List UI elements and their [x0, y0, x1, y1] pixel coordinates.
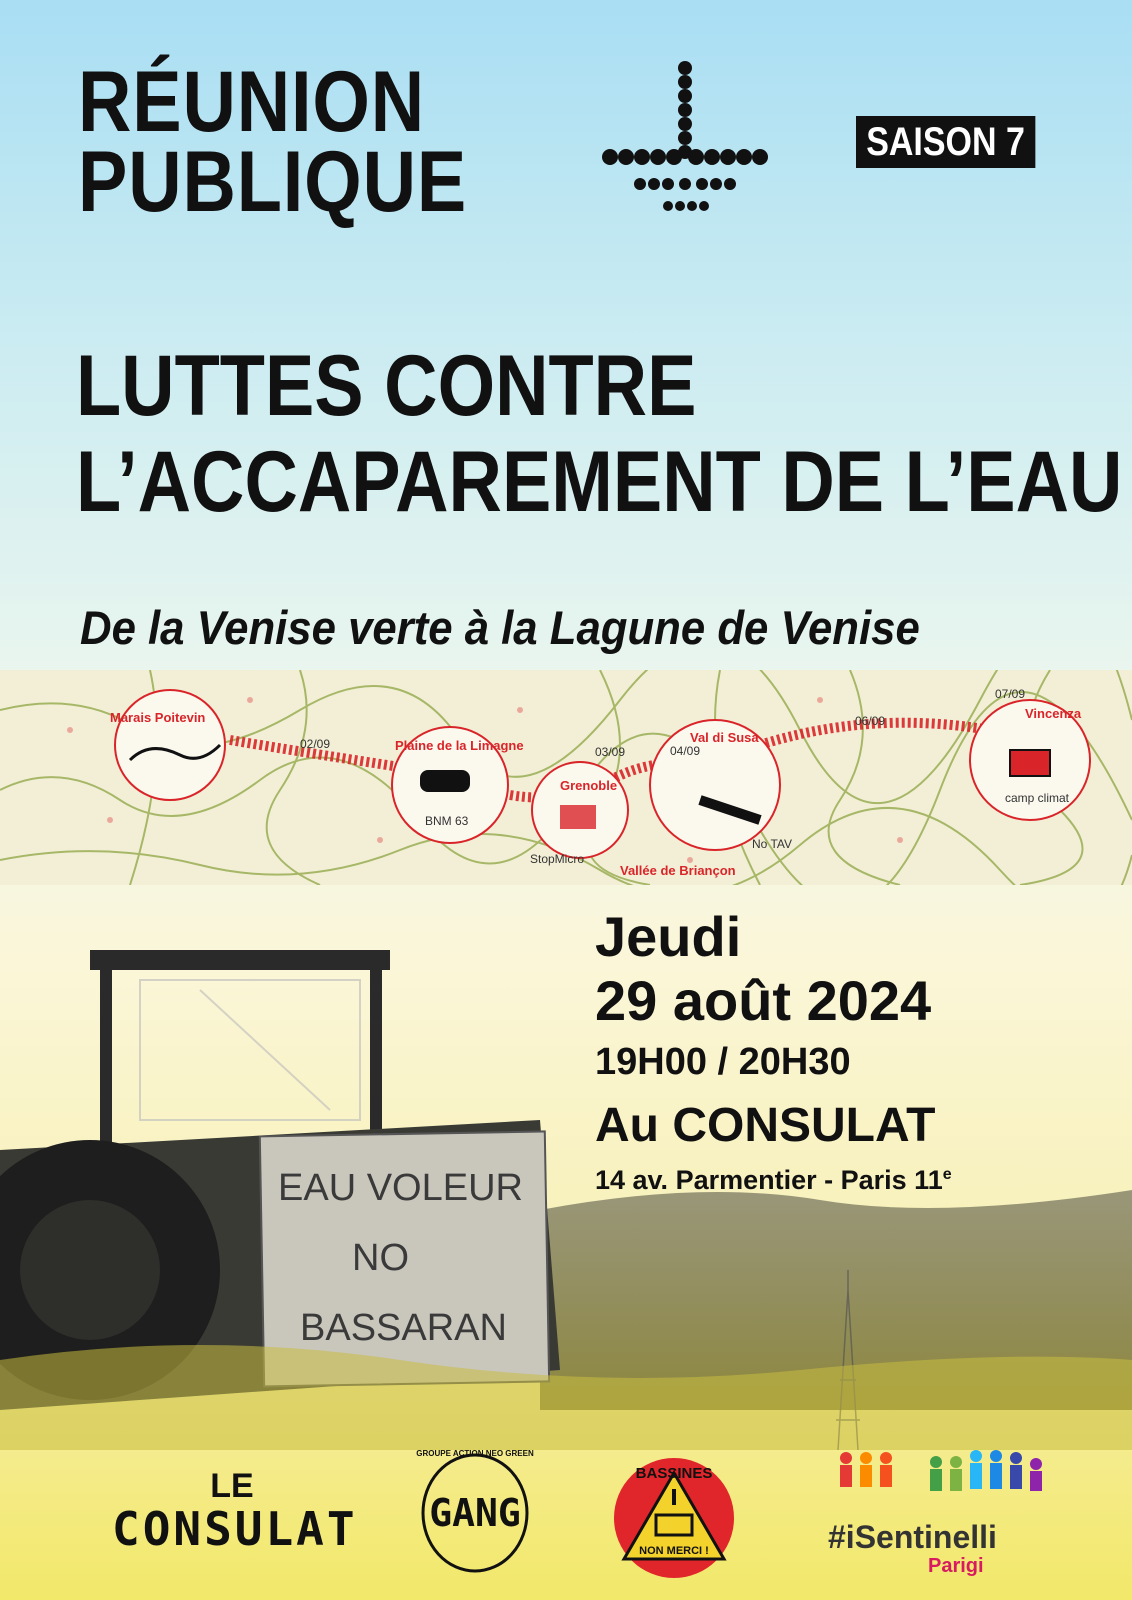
- event-info: [595, 905, 952, 1200]
- address-text: 14 av. Parmentier - Paris 11: [595, 1165, 943, 1195]
- sentinelli-city: Parigi: [928, 1555, 984, 1577]
- map-stop-limagne: Plaine de la Limagne: [395, 738, 524, 753]
- map-stop-briancon: Vallée de Briançon: [620, 863, 736, 878]
- sign-line-3: BASSARAN: [300, 1307, 507, 1349]
- map-stop-susa: Val di Susa: [690, 730, 759, 745]
- map-date-2: 03/09: [595, 745, 626, 759]
- map-stop-vincenza: Vincenza: [1025, 706, 1082, 721]
- event-venue: Au CONSULAT: [595, 1099, 936, 1152]
- map-date-5: 07/09: [995, 687, 1026, 701]
- headline-line-2: L’ACCAPAREMENT DE L’EAU: [76, 434, 1123, 530]
- tractor-photo: [0, 890, 1132, 1450]
- map-label-camp: camp climat: [1005, 791, 1070, 805]
- logo-isentinelli: [828, 1448, 1068, 1578]
- sign-line-1: EAU VOLEUR: [278, 1167, 523, 1209]
- event-address: [595, 1155, 952, 1200]
- bassines-top-text: BASSINES: [635, 1465, 713, 1482]
- ground-symbol-icon: [600, 60, 770, 230]
- logo-bassines: [612, 1455, 736, 1581]
- season-badge: SAISON 7: [856, 116, 1035, 168]
- consulat-le: LE: [210, 1467, 254, 1505]
- bassines-bottom-text: NON MERCI !: [639, 1545, 709, 1557]
- map-label-stopmicro: StopMicro: [530, 852, 585, 866]
- title-line-1: RÉUNION: [78, 54, 426, 150]
- gang-ring-text: GROUPE ACTION NEO GREEN: [416, 1449, 534, 1458]
- gang-text: GANG: [429, 1491, 521, 1535]
- people-figures-icon: [828, 1448, 1068, 1508]
- headline-line-1: LUTTES CONTRE: [76, 338, 697, 434]
- title-line-2: PUBLIQUE: [78, 134, 468, 230]
- subtitle: De la Venise verte à la Lagune de Venise: [80, 601, 920, 654]
- logo-le-consulat: [112, 1467, 358, 1556]
- consulat-name: CONSULAT: [112, 1502, 358, 1556]
- main-headline: [76, 338, 1122, 530]
- map-stop-marais: Marais Poitevin: [110, 710, 206, 725]
- sign-line-2: NO: [352, 1237, 409, 1279]
- event-day: Jeudi: [595, 905, 742, 968]
- map-label-notav: No TAV: [752, 837, 793, 851]
- title-reunion-publique: [78, 54, 468, 230]
- map-date-1: 02/09: [300, 737, 331, 751]
- event-time: 19H00 / 20H30: [595, 1041, 851, 1083]
- map-date-4: 06/09: [855, 714, 886, 728]
- map-stop-grenoble: Grenoble: [560, 778, 618, 793]
- map-date-3: 04/09: [670, 744, 701, 758]
- route-map: [0, 670, 1132, 885]
- sentinelli-name: #iSentinelli: [828, 1519, 997, 1555]
- map-label-bnm: BNM 63: [425, 814, 469, 828]
- event-date: 29 août 2024: [595, 969, 932, 1032]
- address-superscript: e: [942, 1166, 952, 1183]
- logo-gang: [415, 1445, 535, 1575]
